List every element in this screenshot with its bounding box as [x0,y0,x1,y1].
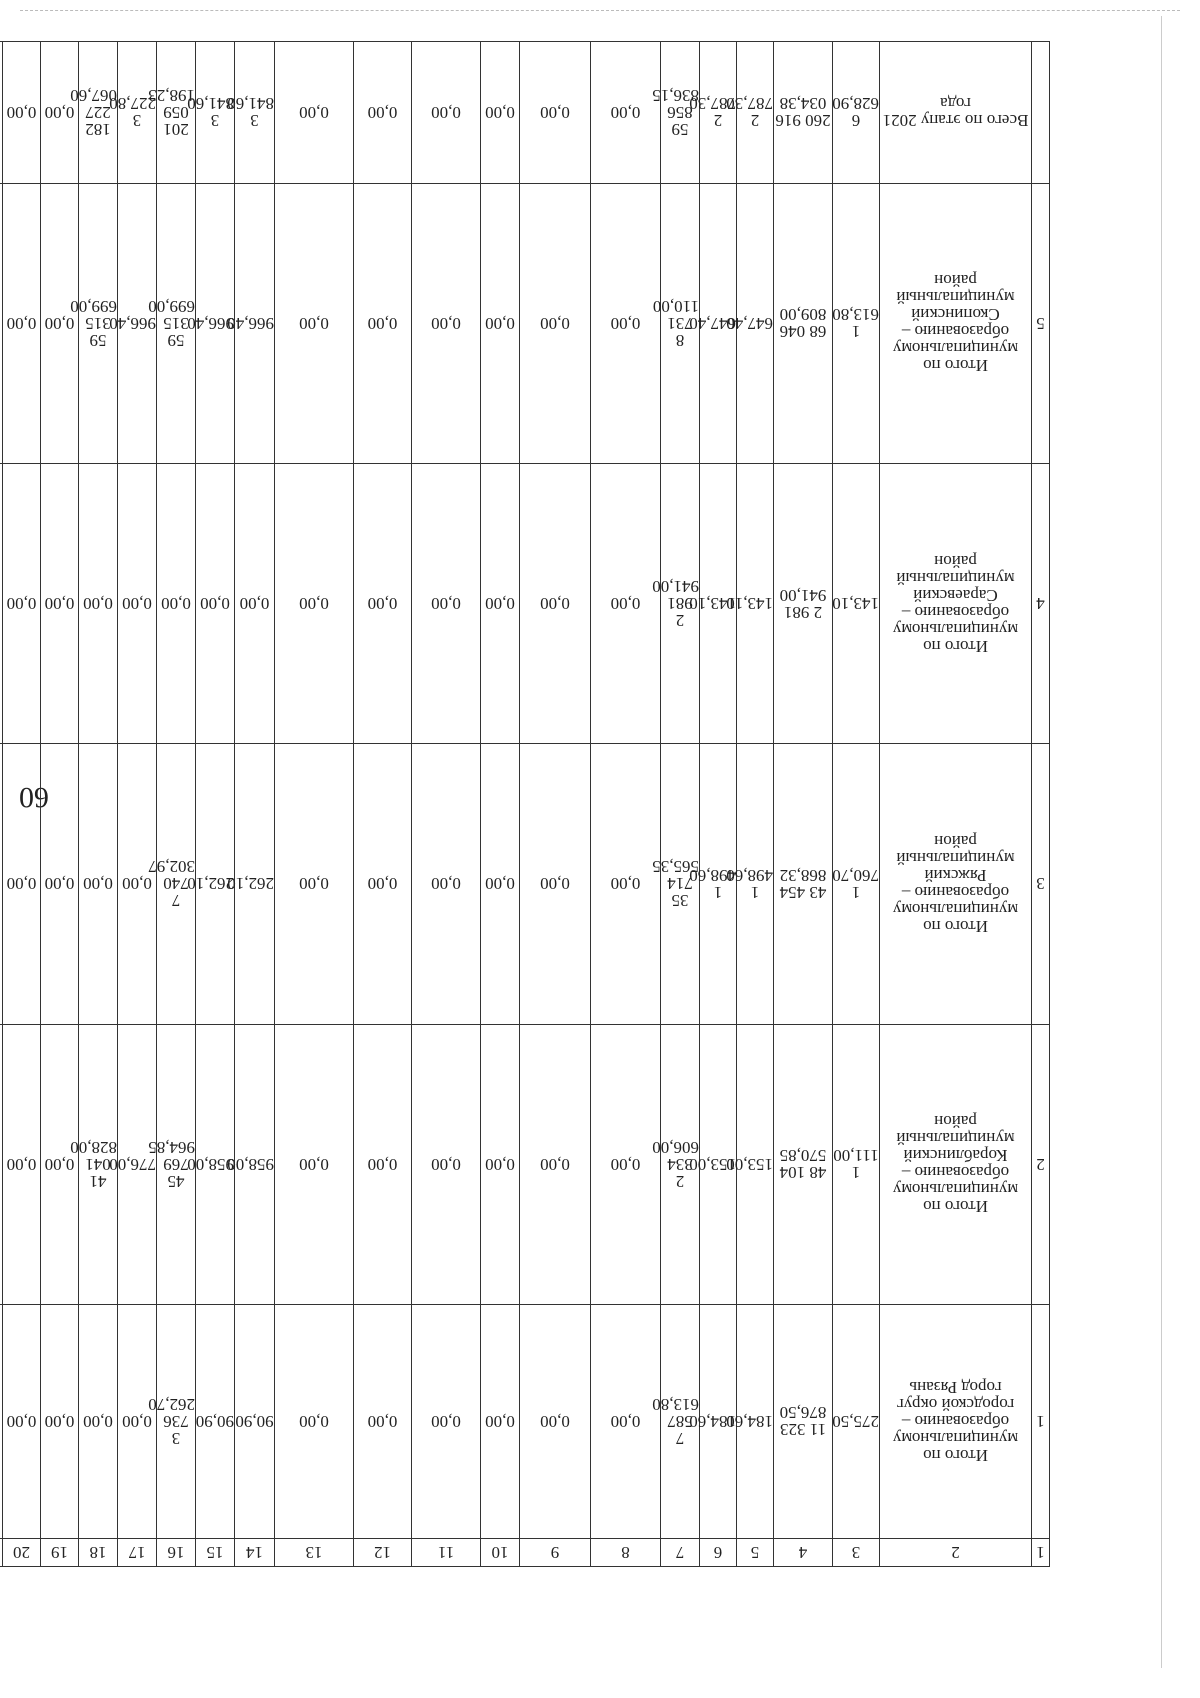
value-cell: 0,00 [275,744,354,1024]
value-cell: 2 334 606,00 [661,1024,700,1304]
column-number-4: 4 [774,1539,833,1567]
value-cell: 0,00 [520,744,591,1024]
value-cell: 0,00 [196,463,235,743]
row-number: 4 [1032,463,1050,743]
row-name: Итого по муниципальному образованию – Сараевский муниципальный район [880,463,1032,743]
row-name: Итого по муниципальному образованию – Кораблинский муниципальный район [880,1024,1032,1304]
value-cell: 966,40 [235,183,275,463]
total-value-cell: 3 227,80 [118,42,157,184]
table-row [0,744,1050,1024]
value-cell: 1 760,70 [833,744,880,1024]
value-cell [0,183,3,463]
value-cell: 0,00 [41,183,79,463]
value-cell: 0,00 [591,1024,661,1304]
value-cell: 0,00 [3,744,41,1024]
value-cell: 0,00 [79,1304,118,1538]
value-cell: 59 315 699,00 [157,183,196,463]
column-number-1: 1 [1032,1539,1050,1567]
rotated-table-container [6,41,1050,1567]
value-cell: 3 736 262,70 [157,1304,196,1538]
value-cell: 0,00 [41,744,79,1024]
value-cell: 776,00 [118,1024,157,1304]
column-number-13: 13 [275,1539,354,1567]
value-cell: 41 041 828,00 [79,1024,118,1304]
column-number-9: 9 [520,1539,591,1567]
value-cell: 647,40 [700,183,737,463]
column-number-12: 12 [354,1539,412,1567]
value-cell: 153,00 [737,1024,774,1304]
value-cell: 1 498,60 [737,744,774,1024]
value-cell: 143,10 [700,463,737,743]
value-cell: 35 714 565,35 [661,744,700,1024]
value-cell: 0,00 [591,183,661,463]
value-cell [0,1024,3,1304]
column-number-17: 17 [118,1539,157,1567]
table-row [0,183,1050,463]
value-cell: 0,00 [481,1024,520,1304]
data-table [0,41,1050,1567]
value-cell: 0,00 [235,463,275,743]
value-cell [0,744,3,1024]
value-cell: 0,00 [41,1024,79,1304]
header-row [0,1539,1050,1567]
value-cell: 0,00 [354,744,412,1024]
total-value-cell: 0,00 [354,42,412,184]
value-cell: 0,00 [3,1024,41,1304]
value-cell: 0,00 [591,463,661,743]
column-number-16: 16 [157,1539,196,1567]
scan-edge-right [1161,16,1162,1668]
value-cell: 90,90 [196,1304,235,1538]
column-number-2: 2 [880,1539,1032,1567]
column-number-19: 19 [41,1539,79,1567]
value-cell: 45 769 964,85 [157,1024,196,1304]
column-number-8: 8 [591,1539,661,1567]
value-cell: 0,00 [481,744,520,1024]
column-number-18: 18 [79,1539,118,1567]
table-row [0,1024,1050,1304]
value-cell: 184,60 [737,1304,774,1538]
value-cell: 966,40 [118,183,157,463]
page-number: 60 [19,781,49,814]
total-value-cell: 0,00 [3,42,41,184]
column-number-21 [0,1539,3,1567]
value-cell: 0,00 [3,463,41,743]
value-cell: 8 731 110,00 [661,183,700,463]
value-cell: 0,00 [157,463,196,743]
column-number-15: 15 [196,1539,235,1567]
value-cell: 0,00 [354,183,412,463]
row-number: 2 [1032,1024,1050,1304]
total-value-cell: 182 227 067,60 [79,42,118,184]
value-cell: 0,00 [41,1304,79,1538]
value-cell: 0,00 [354,1304,412,1538]
total-value-cell: 3 841,60 [196,42,235,184]
total-value-cell: 0,00 [481,42,520,184]
value-cell: 0,00 [520,183,591,463]
value-cell: 184,60 [700,1304,737,1538]
table-row [0,463,1050,743]
total-value-cell: 0,00 [591,42,661,184]
value-cell: 0,00 [275,1304,354,1538]
table-body [0,42,1050,1567]
row-number: 5 [1032,183,1050,463]
value-cell [0,463,3,743]
value-cell: 966,40 [196,183,235,463]
value-cell: 59 315 699,00 [79,183,118,463]
row-name: Итого по муниципальному образованию – Скопинский муниципальный район [880,183,1032,463]
total-value-cell [0,42,3,184]
value-cell: 43 454 868,32 [774,744,833,1024]
column-number-11: 11 [412,1539,481,1567]
value-cell: 7 740 302,97 [157,744,196,1024]
value-cell: 262,10 [235,744,275,1024]
column-number-14: 14 [235,1539,275,1567]
value-cell: 0,00 [118,463,157,743]
total-value-cell: 2 787,30 [700,42,737,184]
total-value-cell: 201 059 198,23 [157,42,196,184]
column-number-20: 20 [3,1539,41,1567]
total-row-number [1032,42,1050,184]
value-cell: 1 111,00 [833,1024,880,1304]
column-number-5: 5 [737,1539,774,1567]
total-value-cell: 260 916 034,38 [774,42,833,184]
value-cell: 0,00 [275,463,354,743]
value-cell: 0,00 [354,463,412,743]
value-cell: 0,00 [354,1024,412,1304]
column-number-10: 10 [481,1539,520,1567]
value-cell: 0,00 [275,1024,354,1304]
value-cell: 1 498,60 [700,744,737,1024]
value-cell: 11 323 876,50 [774,1304,833,1538]
value-cell: 68 046 809,00 [774,183,833,463]
value-cell: 0,00 [481,1304,520,1538]
value-cell: 0,00 [412,183,481,463]
row-name: Итого по муниципальному образованию – городской округ город Рязань [880,1304,1032,1538]
value-cell: 2 981 941,00 [661,463,700,743]
row-name: Итого по муниципальному образованию – Ряжский муниципальный район [880,744,1032,1024]
value-cell: 0,00 [275,183,354,463]
column-number-7: 7 [661,1539,700,1567]
column-number-6: 6 [700,1539,737,1567]
value-cell: 0,00 [591,1304,661,1538]
value-cell: 0,00 [79,463,118,743]
table-row [0,1304,1050,1538]
scan-edge-top [20,10,1180,12]
value-cell: 0,00 [520,1304,591,1538]
value-cell: 143,10 [737,463,774,743]
total-row-name: Всего по этапу 2021 года [880,42,1032,184]
total-value-cell: 3 841,60 [235,42,275,184]
value-cell: 7 587 613,80 [661,1304,700,1538]
value-cell: 90,90 [235,1304,275,1538]
row-number: 3 [1032,744,1050,1024]
value-cell: 262,10 [196,744,235,1024]
value-cell: 0,00 [520,463,591,743]
value-cell: 1 613,80 [833,183,880,463]
value-cell: 48 104 570,85 [774,1024,833,1304]
column-number-3: 3 [833,1539,880,1567]
total-value-cell: 0,00 [412,42,481,184]
value-cell: 0,00 [412,1024,481,1304]
value-cell: 958,00 [196,1024,235,1304]
total-value-cell: 2 787,30 [737,42,774,184]
value-cell: 0,00 [412,1304,481,1538]
total-value-cell: 6 628,90 [833,42,880,184]
value-cell: 0,00 [41,463,79,743]
value-cell: 647,40 [737,183,774,463]
value-cell: 0,00 [79,744,118,1024]
value-cell: 0,00 [3,1304,41,1538]
total-value-cell: 0,00 [520,42,591,184]
total-value-cell: 0,00 [275,42,354,184]
value-cell: 2 981 941,00 [774,463,833,743]
total-value-cell: 0,00 [41,42,79,184]
value-cell: 0,00 [118,744,157,1024]
value-cell: 0,00 [591,744,661,1024]
total-value-cell: 59 856 836,15 [661,42,700,184]
row-number: 1 [1032,1304,1050,1538]
value-cell: 0,00 [412,463,481,743]
value-cell: 0,00 [3,183,41,463]
value-cell: 0,00 [412,744,481,1024]
value-cell: 0,00 [520,1024,591,1304]
value-cell: 958,00 [235,1024,275,1304]
value-cell [0,1304,3,1538]
total-row [0,42,1050,184]
value-cell: 0,00 [481,463,520,743]
value-cell: 153,00 [700,1024,737,1304]
value-cell: 0,00 [118,1304,157,1538]
value-cell: 0,00 [481,183,520,463]
value-cell: 275,50 [833,1304,880,1538]
value-cell: 143,10 [833,463,880,743]
